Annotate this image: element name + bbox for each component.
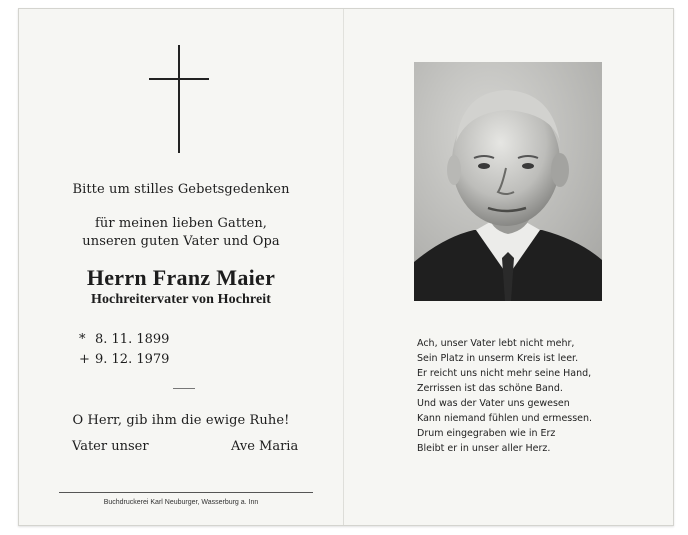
- portrait-photo: [414, 62, 602, 301]
- poem-line: Ach, unser Vater lebt nicht mehr,: [417, 338, 575, 349]
- prayer-request: Bitte um stilles Gebetsgedenken: [72, 182, 290, 197]
- birth-line: [79, 332, 169, 347]
- dedication-line-1: für meinen lieben Gatten,: [94, 216, 268, 231]
- dedication-line-2: unseren guten Vater und Opa: [82, 234, 280, 249]
- poem-line: Er reicht uns nicht mehr seine Hand,: [417, 368, 592, 379]
- poem-line: Und was der Vater uns gewesen: [417, 398, 570, 409]
- prayer-vater-unser: Vater unser: [72, 439, 149, 454]
- death-line: [79, 352, 169, 367]
- birth-date: 8. 11. 1899: [95, 332, 170, 347]
- printer-credit: Buchdruckerei Karl Neuburger, Wasserburg a. Inn: [103, 499, 259, 506]
- death-date: 9. 12. 1979: [95, 352, 170, 367]
- deceased-name: Herrn Franz Maier: [86, 265, 276, 290]
- bottom-divider: [59, 492, 313, 493]
- poem-line: Sein Platz in unserm Kreis ist leer.: [417, 353, 579, 364]
- memorial-card: [18, 8, 674, 526]
- poem-line: Kann niemand fühlen und ermessen.: [417, 413, 593, 424]
- closing-prayer: O Herr, gib ihm die ewige Ruhe!: [72, 413, 290, 428]
- memorial-poem: [417, 336, 592, 456]
- birth-symbol: *: [79, 332, 86, 347]
- death-symbol: +: [79, 352, 90, 367]
- deceased-title: Hochreitervater von Hochreit: [90, 292, 272, 307]
- poem-line: Bleibt er in unser aller Herz.: [417, 443, 551, 454]
- prayer-ave-maria: Ave Maria: [231, 439, 299, 454]
- poem-line: Drum eingegraben wie in Erz: [417, 428, 556, 439]
- cross-icon: [149, 45, 209, 153]
- poem-line: Zerrissen ist das schöne Band.: [417, 383, 563, 394]
- card-fold: [343, 9, 344, 525]
- short-divider: [173, 388, 195, 389]
